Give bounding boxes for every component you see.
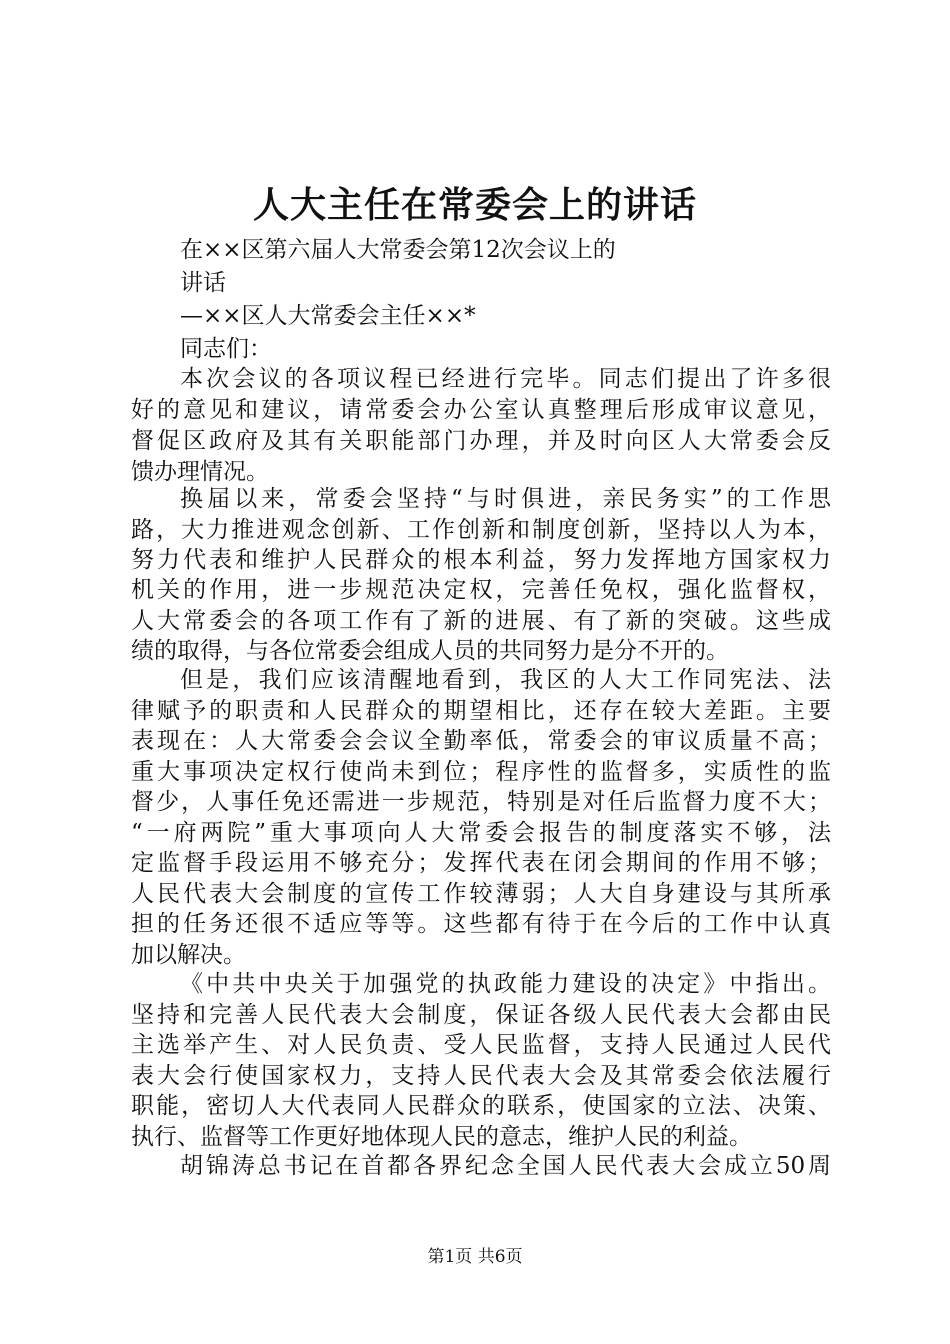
body-line: 律赋予的职责和人民群众的期望相比，还存在较大差距。主要: [131, 698, 831, 724]
salutation: 同志们：: [180, 336, 272, 362]
body-line: 表现在：人大常委会会议全勤率低，常委会的审议质量不高；: [131, 728, 831, 754]
body-line: 定监督手段运用不够充分；发挥代表在闭会期间的作用不够；: [131, 850, 831, 876]
document-title: 人大主任在常委会上的讲话: [252, 184, 697, 226]
body-line: 人民代表大会制度的宣传工作较薄弱；人大自身建设与其所承: [131, 881, 831, 907]
body-line: 执行、监督等工作更好地体现人民的意志，维护人民的利益。: [131, 1124, 752, 1150]
body-line: 表大会行使国家权力，支持人民代表大会及其常委会依法履行: [131, 1063, 831, 1089]
body-line: 职能，密切人大代表同人民群众的联系，使国家的立法、决策、: [131, 1093, 831, 1119]
body-line: 《中共中央关于加强党的执政能力建设的决定》中指出。: [180, 971, 831, 997]
body-line: 人大常委会的各项工作有了新的进展、有了新的突破。这些成: [131, 608, 831, 634]
body-line: 努力代表和维护人民群众的根本利益，努力发挥地方国家权力: [131, 547, 831, 573]
body-line: “一府两院”重大事项向人大常委会报告的制度落实不够，法: [131, 820, 831, 846]
speaker-line: —××区人大常委会主任××*: [180, 303, 476, 329]
subtitle-line-1: 在××区第六届人大常委会第12次会议上的: [180, 237, 616, 263]
body-line: 坚持和完善人民代表大会制度，保证各级人民代表大会都由民: [131, 1002, 831, 1028]
body-line: 重大事项决定权行使尚未到位；程序性的监督多，实质性的监: [131, 759, 831, 785]
body-line: 担的任务还很不适应等等。这些都有待于在今后的工作中认真: [131, 911, 831, 937]
body-line: 机关的作用，进一步规范决定权，完善任免权，强化监督权，: [131, 577, 831, 603]
subtitle-line-2: 讲话: [180, 270, 226, 296]
body-line: 但是，我们应该清醒地看到，我区的人大工作同宪法、法: [180, 667, 831, 693]
body-line: 换届以来，常委会坚持“与时俱进，亲民务实”的工作思: [180, 486, 831, 512]
body-line: 馈办理情况。: [131, 459, 269, 485]
page-footer: 第1页 共6页: [427, 1247, 523, 1267]
body-line: 好的意见和建议，请常委会办公室认真整理后形成审议意见，: [131, 397, 831, 423]
body-line: 绩的取得，与各位常委会组成人员的共同努力是分不开的。: [131, 638, 729, 664]
body-line: 督少，人事任免还需进一步规范，特别是对任后监督力度不大；: [131, 789, 831, 815]
body-line: 加以解决。: [131, 942, 246, 968]
body-line: 路，大力推进观念创新、工作创新和制度创新，坚持以人为本，: [131, 517, 831, 543]
body-line: 胡锦涛总书记在首都各界纪念全国人民代表大会成立50周: [180, 1153, 831, 1179]
body-line: 本次会议的各项议程已经进行完毕。同志们提出了许多很: [180, 366, 831, 392]
body-line: 督促区政府及其有关职能部门办理，并及时向区人大常委会反: [131, 428, 831, 454]
body-line: 主选举产生、对人民负责、受人民监督，支持人民通过人民代: [131, 1032, 831, 1058]
